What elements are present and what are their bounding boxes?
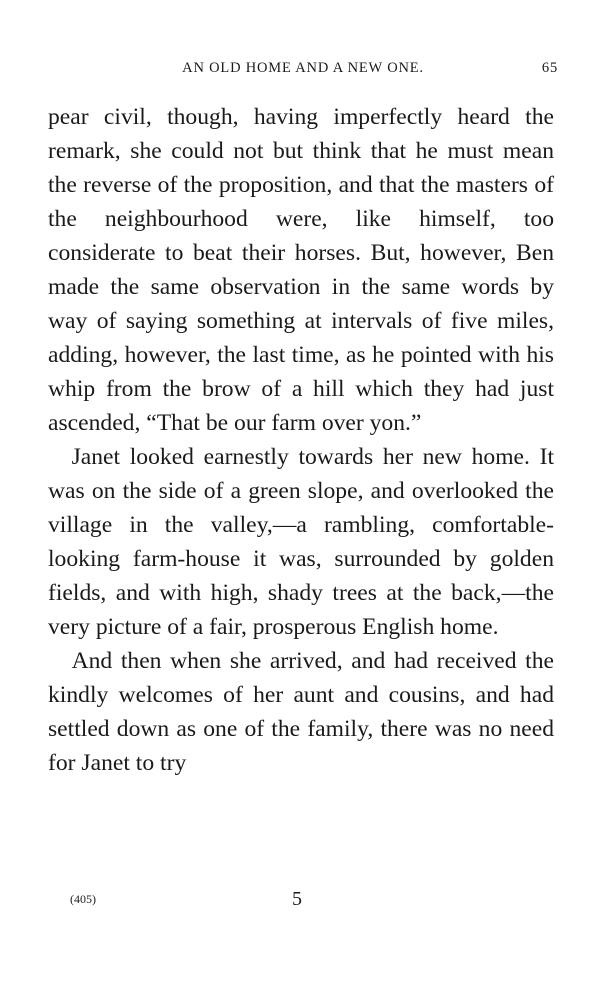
running-title: AN OLD HOME AND A NEW ONE.: [182, 60, 424, 76]
printer-code: (405): [70, 892, 96, 906]
signature-mark: 5: [292, 888, 302, 910]
paragraph-continued: pear civil, though, having imperfectly heard the remark, she could not but think that he must mean the reverse of the proposition, and that the masters of the neighbourhood were, like himself, too considerate to beat their horses. But, however, Ben made the same observation in the same words by way of saying something at intervals of five miles, adding, however, the last time, as he pointed with his whip from the brow of a hill which they had just ascended, “That be our farm over yon.”: [48, 104, 554, 436]
page-number: 65: [541, 60, 558, 76]
body-text: [48, 100, 554, 780]
running-head: [48, 60, 558, 82]
paragraph: Janet looked earnestly towards her new home. It was on the side of a green slope, and overlooked the village in the valley,—a rambling, comfortable-looking farm-house it was, surrounded by golden fields, and with high, shady trees at the back,—the very picture of a fair, prosperous English home.: [48, 444, 554, 640]
paragraph: And then when she arrived, and had received the kindly welcomes of her aunt and cousins, and had settled down as one of the family, there was no need for Janet to try: [48, 648, 554, 776]
page-footer: [70, 888, 490, 918]
